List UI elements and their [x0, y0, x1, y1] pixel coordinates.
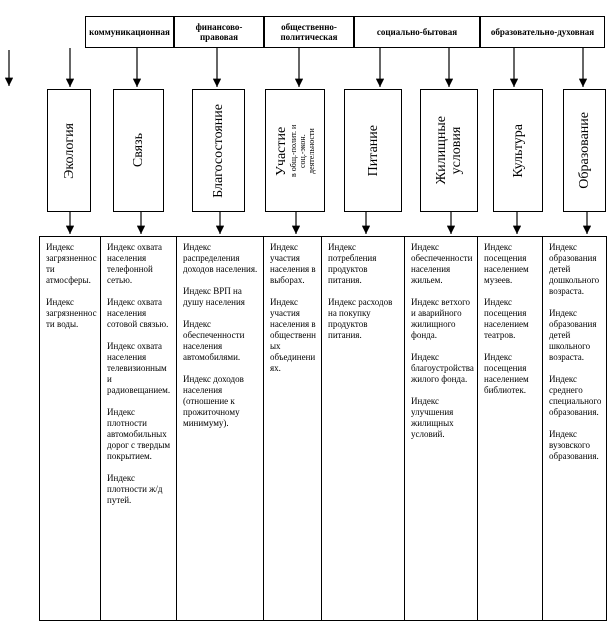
header-label: коммуникационная: [89, 27, 170, 37]
index-item: Индекс потребления продуктов питания.: [328, 242, 377, 285]
header-social: [354, 16, 480, 48]
indices-column-ecology: [40, 237, 101, 620]
category-label: Связь: [131, 133, 146, 168]
category-label: Экология: [61, 122, 77, 179]
indices-table: [39, 236, 607, 621]
header-financial: [174, 16, 264, 48]
index-item: Индекс охвата населения телевизионным и радиовещанием.: [107, 341, 171, 395]
index-item: Индекс благоустройства жилого фонда.: [411, 352, 474, 384]
header-label: общественно-политическая: [280, 22, 338, 42]
category-housing: [420, 89, 478, 212]
category-label: Жилищные: [434, 116, 449, 185]
category-communication: [113, 89, 164, 212]
category-label: Питание: [365, 124, 381, 177]
header-label: финансово-правовая: [195, 22, 243, 42]
indices-column-wellbeing: [177, 237, 264, 620]
category-nutrition: [344, 89, 402, 212]
index-item: Индекс образования детей дошкольного возраста.: [549, 242, 600, 296]
header-political: [264, 16, 354, 48]
category-ecology: [47, 89, 91, 212]
index-item: Индекс ветхого и аварийного жилищного фонда.: [411, 297, 471, 340]
indices-column-housing: [405, 237, 478, 620]
header-education: [480, 16, 605, 48]
index-item: Индекс посещения населением театров.: [484, 297, 529, 340]
index-item: Индекс обеспеченности населения автомобилями.: [183, 319, 245, 362]
header-label: социально-бытовая: [376, 27, 458, 37]
index-item: Индекс обеспеченности населения жильем.: [411, 242, 473, 285]
index-item: Индекс загрязненности атмосферы.: [46, 242, 97, 285]
category-label: Культура: [510, 123, 526, 178]
index-item: Индекс плотности автомобильных дорог с твердым покрытием.: [107, 407, 171, 461]
index-item: Индекс образования детей школьного возраста.: [549, 308, 597, 362]
indices-column-participation: [264, 237, 322, 620]
index-item: Индекс среднего специального образования.: [549, 374, 602, 417]
index-item: Индекс плотности ж/д путей.: [107, 473, 163, 505]
index-item: Индекс загрязненности воды.: [46, 297, 97, 329]
index-item: Индекс посещения населением музеев.: [484, 242, 529, 285]
index-item: Индекс вузовского образования.: [549, 429, 599, 461]
category-sublabel: в общ.-полит. и соц.-экон. деятельности: [289, 124, 316, 177]
index-item: Индекс охвата населения телефонной сетью.: [107, 242, 162, 285]
header-label: образовательно-духовная: [490, 27, 595, 37]
index-item: Индекс распределения доходов населения.: [183, 242, 258, 274]
header-communications: [85, 16, 174, 48]
category-label: Участие: [274, 125, 289, 176]
category-label: Благосостояние: [211, 103, 226, 198]
category-label: условия: [449, 126, 464, 175]
category-education: [563, 89, 606, 212]
index-item: Индекс посещения населением библиотек.: [484, 352, 529, 395]
indices-column-nutrition: [322, 237, 405, 620]
category-participation: [265, 89, 325, 212]
index-item: Индекс участия населения в выборах.: [270, 242, 316, 285]
index-item: Индекс ВРП на душу населения: [183, 286, 245, 307]
category-culture: [493, 89, 543, 212]
index-item: Индекс улучшения жилищных условий.: [411, 396, 454, 439]
indices-column-communication: [101, 237, 177, 620]
category-wellbeing: [192, 89, 245, 212]
index-item: Индекс охвата населения сотовой связью.: [107, 297, 169, 329]
category-label: Образование: [577, 112, 592, 189]
indices-column-education: [543, 237, 606, 620]
indices-column-culture: [478, 237, 543, 620]
index-item: Индекс расходов на покупку продуктов питания.: [328, 297, 393, 340]
index-item: Индекс доходов населения (отношение к прожиточному минимуму).: [183, 374, 244, 428]
index-item: Индекс участия населения в общественных объединениях.: [270, 297, 316, 373]
